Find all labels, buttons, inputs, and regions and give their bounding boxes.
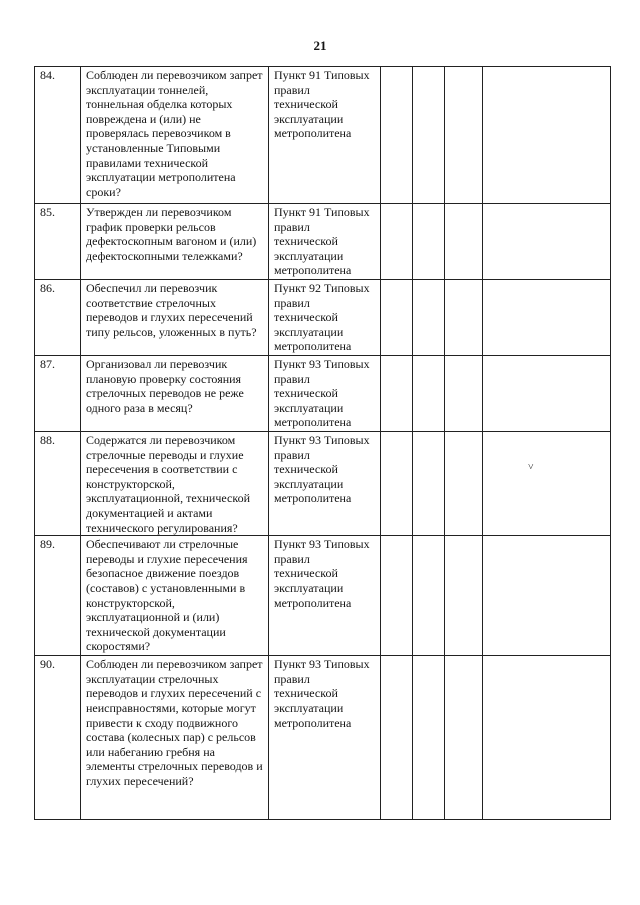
- answer-na-cell: [445, 204, 483, 280]
- answer-yes-cell: [381, 204, 413, 280]
- legal-reference: Пункт 92 Типовых правил технической эксплуатации метрополитена: [269, 280, 381, 356]
- answer-na-cell: [445, 356, 483, 432]
- answer-no-cell: [413, 656, 445, 820]
- note-cell: [483, 656, 611, 820]
- answer-yes-cell: [381, 356, 413, 432]
- row-number: 84.: [35, 67, 81, 204]
- legal-reference: Пункт 91 Типовых правил технической эксплуатации метрополитена: [269, 204, 381, 280]
- answer-na-cell: [445, 67, 483, 204]
- note-cell: [483, 356, 611, 432]
- table-row: [35, 204, 611, 280]
- legal-reference: Пункт 91 Типовых правил технической эксплуатации метрополитена: [269, 67, 381, 204]
- table-row: [35, 280, 611, 356]
- question-text: Соблюден ли перевозчиком запрет эксплуатации стрелочных переводов и глухих пересечений с неисправностями, которые могут привести к сходу подвижного состава (колесных пар) с рельсов или набеганию гребня на элементы стрелочных переводов и глухих пересечений?: [81, 656, 269, 820]
- row-number: 88.: [35, 432, 81, 536]
- row-number: 87.: [35, 356, 81, 432]
- table-row: [35, 356, 611, 432]
- answer-no-cell: [413, 536, 445, 656]
- question-text: Обеспечил ли перевозчик соответствие стрелочных переводов и глухих пересечений типу рельсов, уложенных в путь?: [81, 280, 269, 356]
- answer-na-cell: [445, 432, 483, 536]
- row-number: 90.: [35, 656, 81, 820]
- answer-na-cell: [445, 536, 483, 656]
- row-number: 85.: [35, 204, 81, 280]
- row-number: 89.: [35, 536, 81, 656]
- answer-yes-cell: [381, 536, 413, 656]
- legal-reference: Пункт 93 Типовых правил технической эксплуатации метрополитена: [269, 432, 381, 536]
- question-text: Содержатся ли перевозчиком стрелочные переводы и глухие пересечения в соответствии с конструкторской, эксплуатационной, технической документацией и актами технического регулирования?: [81, 432, 269, 536]
- note-cell: [483, 432, 611, 536]
- legal-reference: Пункт 93 Типовых правил технической эксплуатации метрополитена: [269, 536, 381, 656]
- stray-mark: ˅: [528, 462, 534, 473]
- question-text: Обеспечивают ли стрелочные переводы и глухие пересечения безопасное движение поездов (составов) с установленными в конструкторской, эксплуатационной и (или) технической документации скоростями?: [81, 536, 269, 656]
- table-row: [35, 432, 611, 536]
- answer-yes-cell: [381, 67, 413, 204]
- question-text: Организовал ли перевозчик плановую проверку состояния стрелочных переводов не реже одного раза в месяц?: [81, 356, 269, 432]
- page-number: 21: [313, 38, 327, 53]
- answer-yes-cell: [381, 656, 413, 820]
- note-cell: [483, 280, 611, 356]
- checklist-table: [34, 66, 611, 820]
- table-row: [35, 656, 611, 820]
- answer-na-cell: [445, 656, 483, 820]
- answer-na-cell: [445, 280, 483, 356]
- question-text: Утвержден ли перевозчиком график проверки рельсов дефектоскопным вагоном и (или) дефектоскопными тележками?: [81, 204, 269, 280]
- answer-no-cell: [413, 280, 445, 356]
- answer-no-cell: [413, 204, 445, 280]
- answer-no-cell: [413, 432, 445, 536]
- answer-yes-cell: [381, 280, 413, 356]
- answer-no-cell: [413, 67, 445, 204]
- note-cell: [483, 67, 611, 204]
- table-row: [35, 536, 611, 656]
- row-number: 86.: [35, 280, 81, 356]
- legal-reference: Пункт 93 Типовых правил технической эксплуатации метрополитена: [269, 356, 381, 432]
- answer-no-cell: [413, 356, 445, 432]
- table-row: [35, 67, 611, 204]
- answer-yes-cell: [381, 432, 413, 536]
- question-text: Соблюден ли перевозчиком запрет эксплуатации тоннелей, тоннельная обделка которых повреждена и (или) не проверялась перевозчиком в установленные Типовыми правилами технической эксплуатации метрополитена сроки?: [81, 67, 269, 204]
- legal-reference: Пункт 93 Типовых правил технической эксплуатации метрополитена: [269, 656, 381, 820]
- note-cell: [483, 536, 611, 656]
- note-cell: [483, 204, 611, 280]
